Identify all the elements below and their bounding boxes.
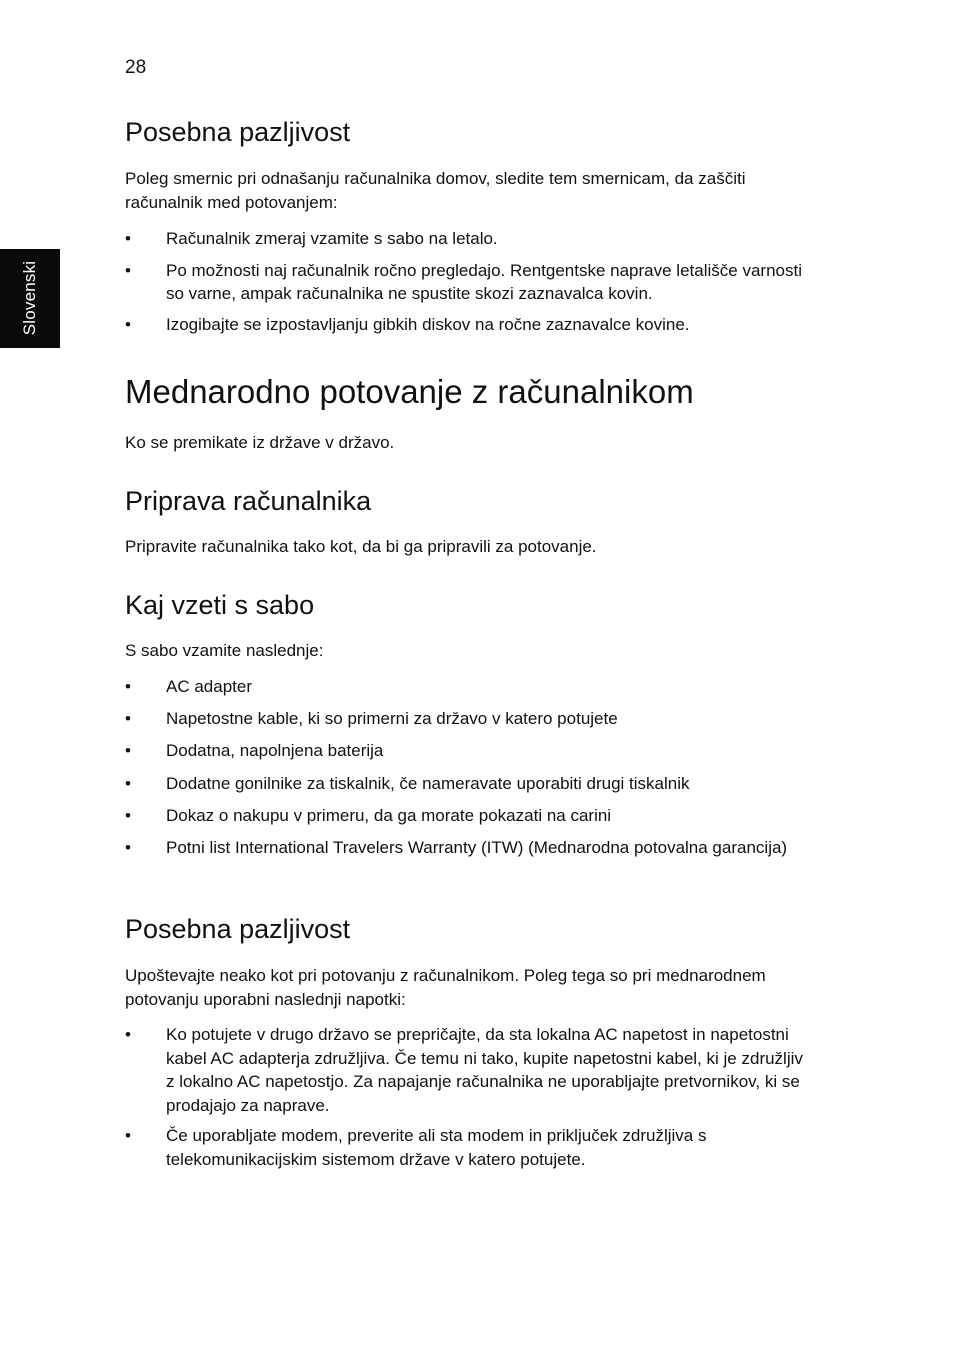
list-item-text: AC adapter bbox=[166, 677, 252, 696]
list-item bbox=[125, 313, 815, 337]
main-heading: Mednarodno potovanje z računalnikom bbox=[125, 373, 694, 410]
list-item bbox=[125, 259, 815, 306]
list-item bbox=[125, 1124, 815, 1171]
bullet-icon: • bbox=[125, 260, 131, 280]
list-item bbox=[125, 836, 815, 860]
section-text-preparation: Pripravite računalnika tako kot, da bi ga pripravili za potovanje. bbox=[125, 537, 597, 556]
section-intro-special-care: Poleg smernic pri odnašanju računalnika domov, sledite tem smernicam, da zaščiti računalnik med potovanjem: bbox=[125, 169, 746, 212]
section-heading-preparation: Priprava računalnika bbox=[125, 486, 372, 516]
list-item bbox=[125, 772, 815, 796]
bullet-icon: • bbox=[125, 741, 131, 760]
bullet-icon: • bbox=[125, 773, 131, 793]
list-item bbox=[125, 739, 815, 763]
section-intro-international-care: Upoštevajte neako kot pri potovanju z računalnikom. Poleg tega so pri mednarodnem potovanju uporabni naslednji napotki: bbox=[125, 966, 766, 1009]
list-item bbox=[125, 675, 815, 699]
bullet-list-international-care bbox=[125, 1023, 815, 1171]
list-item bbox=[125, 707, 815, 731]
list-item-text: Dodatne gonilnike za tiskalnik, če nameravate uporabiti drugi tiskalnik bbox=[166, 773, 690, 793]
section-heading-international-care: Posebna pazljivost bbox=[125, 914, 351, 944]
section-heading-what-to-take: Kaj vzeti s sabo bbox=[125, 590, 315, 620]
page-number: 28 bbox=[125, 57, 147, 78]
list-item-text: Potni list International Travelers Warranty (ITW) (Mednarodna potovalna garancija) bbox=[166, 837, 788, 857]
bullet-icon: • bbox=[125, 314, 131, 334]
list-item bbox=[125, 1023, 815, 1117]
section-intro-what-to-take: S sabo vzamite naslednje: bbox=[125, 641, 324, 660]
language-side-tab bbox=[0, 249, 60, 348]
list-item bbox=[125, 227, 815, 251]
list-item-text: Ko potujete v drugo državo se prepričajte, da sta lokalna AC napetost in napetostni kabel AC adapterja združljiva. Če temu ni tako, kupite napetostni kabel, ki je združljiv z lokalno AC napetostjo. Za napajanje računalnika ne uporabljajte pretvornikov, ki se prodajajo za naprave. bbox=[166, 1025, 803, 1115]
list-item-text: Napetostne kable, ki so primerni za državo v katero potujete bbox=[166, 709, 618, 728]
list-item-text: Računalnik zmeraj vzamite s sabo na letalo. bbox=[166, 229, 498, 248]
bullet-icon: • bbox=[125, 837, 131, 857]
language-tab-label: Slovenski bbox=[20, 260, 39, 336]
list-item-text: Po možnosti naj računalnik ročno pregledajo. Rentgentske naprave letališče varnosti so varne, ampak računalnika ne spustite skozi zaznavalca kovin. bbox=[166, 260, 802, 303]
list-item-text: Izogibajte se izpostavljanju gibkih diskov na ročne zaznavalce kovine. bbox=[166, 314, 690, 334]
bullet-list-what-to-take bbox=[125, 675, 815, 859]
section-heading-special-care: Posebna pazljivost bbox=[125, 117, 351, 147]
bullet-icon: • bbox=[125, 229, 131, 248]
bullet-icon: • bbox=[125, 709, 131, 728]
list-item-text: Dokaz o nakupu v primeru, da ga morate pokazati na carini bbox=[166, 805, 612, 825]
bullet-icon: • bbox=[125, 1126, 131, 1145]
main-intro: Ko se premikate iz države v državo. bbox=[125, 433, 395, 452]
bullet-icon: • bbox=[125, 805, 131, 825]
bullet-icon: • bbox=[125, 677, 131, 696]
list-item-text: Če uporabljate modem, preverite ali sta modem in priključek združljiva s telekomunikacijskim sistemom države v katero potujete. bbox=[166, 1126, 707, 1169]
bullet-icon: • bbox=[125, 1025, 131, 1044]
list-item-text: Dodatna, napolnjena baterija bbox=[166, 741, 384, 760]
list-item bbox=[125, 804, 815, 828]
bullet-list-special-care bbox=[125, 227, 815, 336]
